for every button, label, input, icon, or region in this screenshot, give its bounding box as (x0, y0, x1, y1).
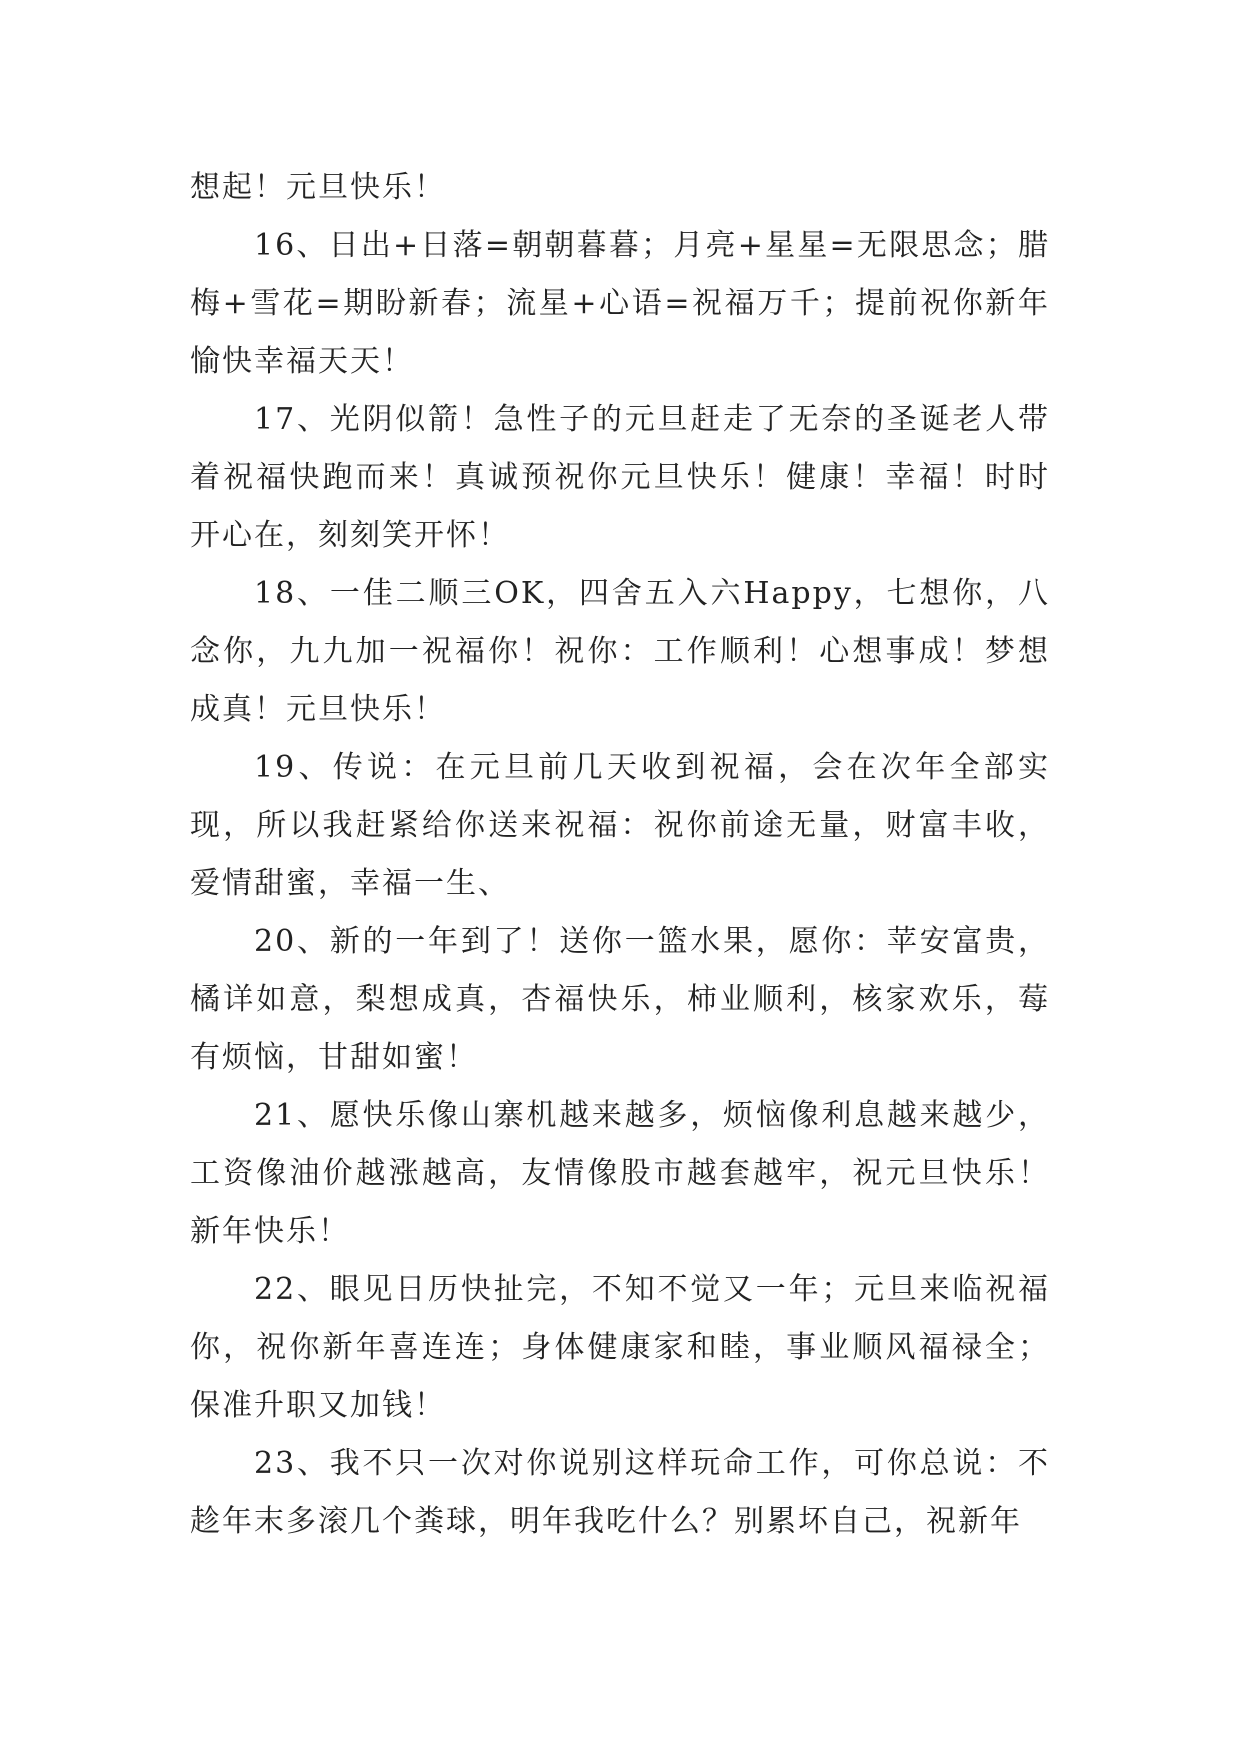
paragraph-22: 22、眼见日历快扯完，不知不觉又一年；元旦来临祝福你，祝你新年喜连连；身体健康家和睦，事业顺风福禄全；保准升职又加钱！ (190, 1272, 1050, 1423)
paragraph-20: 20、新的一年到了！送你一篮水果，愿你：苹安富贵，橘详如意，梨想成真，杏福快乐，柿业顺利，核家欢乐，莓有烦恼，甘甜如蜜！ (190, 924, 1050, 1075)
paragraph-23: 23、我不只一次对你说别这样玩命工作，可你总说：不趁年末多滚几个粪球，明年我吃什么？别累坏自己，祝新年 (190, 1446, 1050, 1539)
paragraph-21: 21、愿快乐像山寨机越来越多，烦恼像利息越来越少，工资像油价越涨越高，友情像股市越套越牢，祝元旦快乐！新年快乐！ (190, 1098, 1050, 1249)
paragraph-19: 19、传说：在元旦前几天收到祝福，会在次年全部实现，所以我赶紧给你送来祝福：祝你前途无量，财富丰收，爱情甜蜜，幸福一生、 (190, 750, 1050, 901)
paragraph-16: 16、日出+日落=朝朝暮暮；月亮+星星=无限思念；腊梅+雪花=期盼新春；流星+心语=祝福万千；提前祝你新年愉快幸福天天！ (190, 228, 1050, 379)
paragraph-17: 17、光阴似箭！急性子的元旦赶走了无奈的圣诞老人带着祝福快跑而来！真诚预祝你元旦快乐！健康！幸福！时时开心在，刻刻笑开怀！ (190, 402, 1050, 553)
paragraph-18: 18、一佳二顺三OK，四舍五入六Happy，七想你，八念你，九九加一祝福你！祝你：工作顺利！心想事成！梦想成真！元旦快乐！ (190, 576, 1050, 727)
document-body (190, 159, 1050, 1551)
paragraph-continuation: 想起！元旦快乐！ (190, 170, 446, 205)
